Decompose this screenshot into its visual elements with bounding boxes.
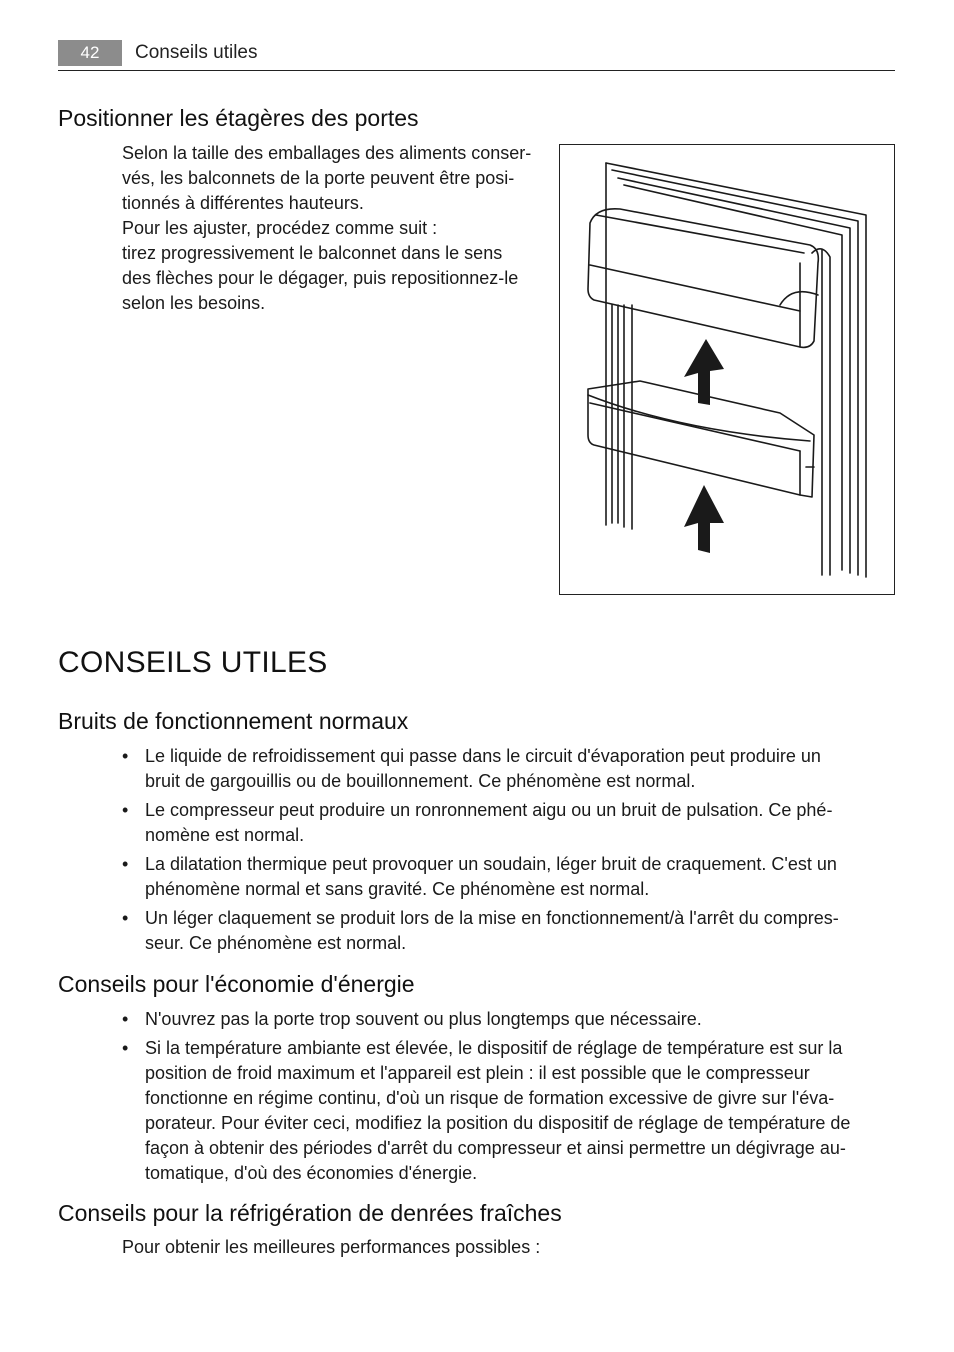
arrow-up-icon [684,339,724,405]
shelves-line: tionnés à différentes hauteurs. [122,193,364,213]
list-item [122,798,897,848]
list-item-line: fonctionne en régime continu, d'où un risque de formation excessive de givre sur l'éva- [145,1088,835,1108]
list-item-line: N'ouvrez pas la porte trop souvent ou plus longtemps que nécessaire. [145,1009,702,1029]
list-item-line: Si la température ambiante est élevée, le dispositif de réglage de température est sur la [145,1038,843,1058]
fresh-food-intro: Pour obtenir les meilleures performances possibles : [122,1237,541,1257]
shelves-line: selon les besoins. [122,293,266,313]
list-item-line: nomène est normal. [145,825,305,845]
list-item-line: position de froid maximum et l'appareil est plein : il est possible que le compresseur [145,1063,810,1083]
list-item [122,744,897,794]
list-item [122,906,897,956]
list-item-line: Le liquide de refroidissement qui passe dans le circuit d'évaporation peut produire un [145,746,821,766]
list-item [122,1036,897,1186]
page-number: 42 [58,40,122,66]
door-shelf-drawing [560,145,894,594]
list-item-line: phénomène normal et sans gravité. Ce phénomène est normal. [145,879,650,899]
bullet-icon: • [122,854,129,874]
list-item-line: façon à obtenir des périodes d'arrêt du compresseur et ainsi permettre un dégivrage au- [145,1138,846,1158]
shelves-line: Pour les ajuster, procédez comme suit : [122,218,438,238]
shelves-line: Selon la taille des emballages des aliments conser- [122,143,532,163]
energy-list [122,1007,897,1190]
list-item-line: La dilatation thermique peut provoquer un soudain, léger bruit de craquement. C'est un [145,854,837,874]
upper-shelf [588,209,818,348]
door-shelf-illustration [559,144,895,595]
noise-list [122,744,897,960]
shelves-line: des flèches pour le dégager, puis repositionnez-le [122,268,519,288]
bullet-icon: • [122,1009,129,1029]
bullet-icon: • [122,1038,129,1058]
page-header [58,40,895,71]
shelves-paragraph [122,141,531,316]
list-item-line: seur. Ce phénomène est normal. [145,933,407,953]
bullet-icon: • [122,908,129,928]
shelves-heading: Positionner les étagères des portes [58,105,419,131]
arrow-up-icon [684,485,724,553]
list-item-line: porateur. Pour éviter ceci, modifiez la position du dispositif de réglage de température de [145,1113,851,1133]
list-item [122,852,897,902]
list-item-line: bruit de gargouillis ou de bouillonnement. Ce phénomène est normal. [145,771,696,791]
fresh-food-heading: Conseils pour la réfrigération de denrées fraîches [58,1200,562,1226]
list-item-line: tomatique, d'où des économies d'énergie. [145,1163,478,1183]
list-item [122,1007,897,1032]
door-frame-outer [606,163,866,577]
shelves-line: vés, les balconnets de la porte peuvent être posi- [122,168,515,188]
main-title: CONSEILS UTILES [58,646,328,679]
noise-heading: Bruits de fonctionnement normaux [58,708,409,734]
shelves-line: tirez progressivement le balconnet dans le sens [122,243,503,263]
running-header-title: Conseils utiles [135,42,258,63]
bullet-icon: • [122,800,129,820]
bullet-icon: • [122,746,129,766]
list-item-line: Le compresseur peut produire un ronronnement aigu ou un bruit de pulsation. Ce phé- [145,800,833,820]
list-item-line: Un léger claquement se produit lors de la mise en fonctionnement/à l'arrêt du compres- [145,908,839,928]
energy-heading: Conseils pour l'économie d'énergie [58,971,415,997]
